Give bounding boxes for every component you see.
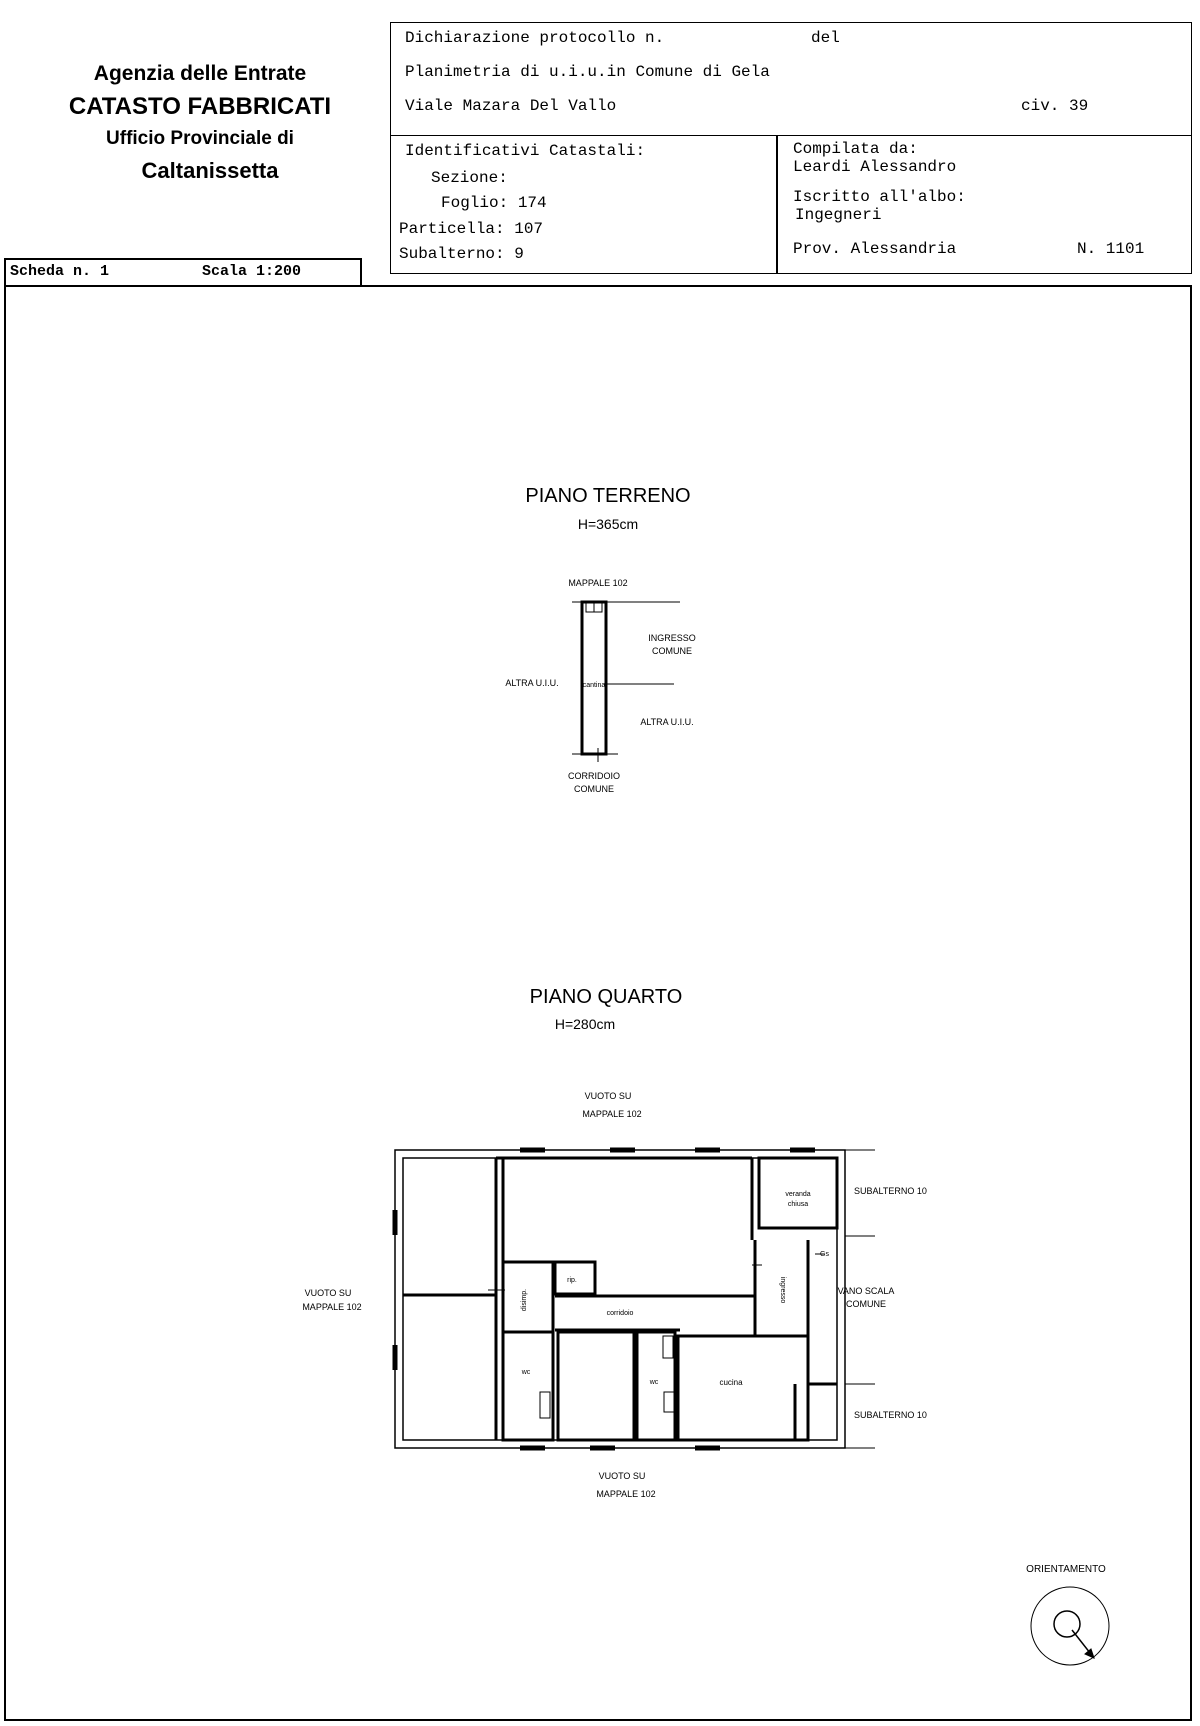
ff-label-left-2: MAPPALE 102 <box>302 1302 362 1312</box>
ff-label-wc-2: wc <box>649 1379 659 1386</box>
gf-label-bottom-2: COMUNE <box>574 784 614 794</box>
gf-label-left: ALTRA U.I.U. <box>505 678 559 688</box>
del-label: del <box>811 29 840 47</box>
ff-label-wc-1: wc <box>521 1369 531 1376</box>
ff-label-gas: Gs <box>820 1251 829 1258</box>
catasto-title: CATASTO FABBRICATI <box>68 93 332 120</box>
ground-floor-title: PIANO TERRENO <box>525 485 691 507</box>
ff-label-vano-1: VANO SCALA <box>837 1286 895 1296</box>
fourth-floor-title: PIANO QUARTO <box>529 986 683 1008</box>
particella-field: Particella: 107 <box>399 220 544 238</box>
gf-label-room: cantina <box>582 682 606 689</box>
ff-label-bottom-1: VUOTO SU <box>598 1471 646 1481</box>
ff-label-left-1: VUOTO SU <box>304 1288 352 1298</box>
albo-name: Ingegneri <box>795 206 882 224</box>
identifiers-title: Identificativi Catastali: <box>405 142 646 160</box>
protocol-label: Dichiarazione protocollo n. <box>405 29 665 47</box>
registration-number: N. 1101 <box>1077 240 1145 258</box>
compiled-by-label: Compilata da: <box>793 140 918 158</box>
ff-label-bottom-2: MAPPALE 102 <box>596 1489 656 1499</box>
subalterno-field: Subalterno: 9 <box>399 245 524 263</box>
ff-label-top-2: MAPPALE 102 <box>582 1109 642 1119</box>
ff-label-ingresso: ingresso <box>779 1276 786 1304</box>
foglio-field: Foglio: 174 <box>441 194 547 212</box>
sheet-number: Scheda n. 1 <box>10 263 110 280</box>
gf-label-top: MAPPALE 102 <box>568 578 628 588</box>
agency-name: Agenzia delle Entrate <box>93 62 307 85</box>
ff-label-rip: rip. <box>567 1277 577 1284</box>
compass-icon <box>1031 1587 1109 1665</box>
sheet-scale: Scala 1:200 <box>202 263 302 280</box>
office-city: Caltanissetta <box>141 158 279 183</box>
ff-label-veranda-2: chiusa <box>787 1201 809 1208</box>
ff-label-vano-2: COMUNE <box>846 1299 886 1309</box>
registered-label: Iscritto all'albo: <box>793 188 966 206</box>
province-label: Prov. Alessandria <box>793 240 957 258</box>
ff-label-veranda-1: veranda <box>785 1191 811 1198</box>
ff-label-corridoio: corridoio <box>606 1310 634 1317</box>
gf-label-ingresso-1: INGRESSO <box>648 633 696 643</box>
ff-label-sub10-bottom: SUBALTERNO 10 <box>854 1410 927 1420</box>
gf-label-right: ALTRA U.I.U. <box>640 717 694 727</box>
sezione-field: Sezione: <box>431 169 508 187</box>
compiler-name: Leardi Alessandro <box>793 158 957 176</box>
ff-label-sub10-top: SUBALTERNO 10 <box>854 1186 927 1196</box>
gf-label-ingresso-2: COMUNE <box>652 646 692 656</box>
civic-number: civ. 39 <box>1021 97 1089 115</box>
gf-label-bottom-1: CORRIDOIO <box>567 771 621 781</box>
orientation-label: ORIENTAMENTO <box>1026 1564 1106 1575</box>
ff-label-top-1: VUOTO SU <box>584 1091 632 1101</box>
fourth-floor-height: H=280cm <box>554 1016 616 1032</box>
planimetry-label: Planimetria di u.i.u.in Comune di Gela <box>405 63 770 81</box>
office-label: Ufficio Provinciale di <box>106 128 294 149</box>
address-label: Viale Mazara Del Vallo <box>405 97 617 115</box>
ff-label-disimpegno: disimp. <box>521 1288 528 1312</box>
ff-label-cucina: cucina <box>719 1378 743 1387</box>
ground-floor-height: H=365cm <box>577 516 639 532</box>
